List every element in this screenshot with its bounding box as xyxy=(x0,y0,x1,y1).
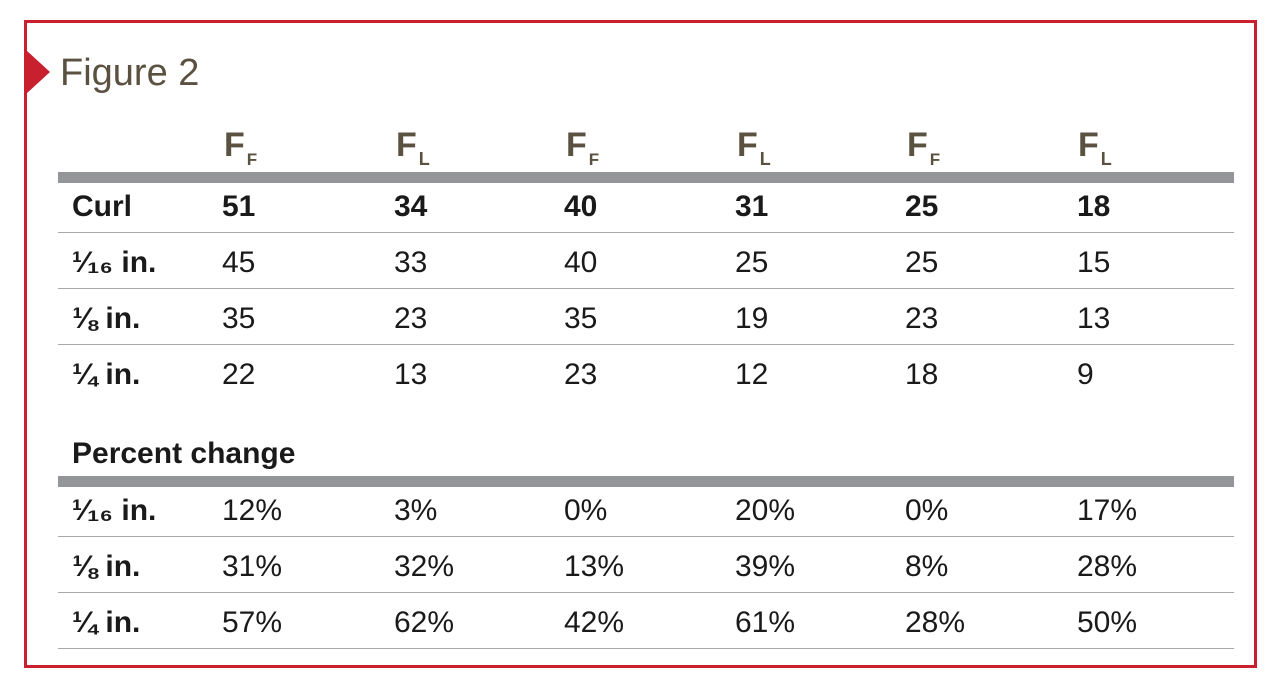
column-header-5: F $_F$ xyxy=(907,126,941,169)
column-header-6: F $_L$ xyxy=(1078,126,1112,169)
table-cell: 0% xyxy=(564,494,608,527)
row-label-sixteenth: ¹⁄₁₆ in. xyxy=(72,246,157,279)
row-divider xyxy=(58,592,1234,593)
table-cell: 9 xyxy=(1077,358,1094,391)
table-cell: 39% xyxy=(735,550,796,583)
table-cell: 15 xyxy=(1077,246,1111,279)
column-header-1: F $_F$ xyxy=(224,126,258,169)
table-cell: 57% xyxy=(222,606,283,639)
row-divider xyxy=(58,344,1234,345)
table-cell: 20% xyxy=(735,494,796,527)
table-cell: 40 xyxy=(564,190,598,223)
row-label-curl: Curl xyxy=(72,190,132,223)
header-rule xyxy=(58,172,1234,183)
table-cell: 22 xyxy=(222,358,256,391)
row-label-eighth-pct: ⅛ in. xyxy=(72,550,141,583)
table-cell: 3% xyxy=(394,494,438,527)
table-cell: 13 xyxy=(1077,302,1111,335)
row-label-sixteenth-pct: ¹⁄₁₆ in. xyxy=(72,494,157,527)
table-cell: 62% xyxy=(394,606,455,639)
table-cell: 17% xyxy=(1077,494,1138,527)
row-label-quarter-pct: ¼ in. xyxy=(72,606,141,639)
table-cell: 8% xyxy=(905,550,949,583)
table-cell: 28% xyxy=(1077,550,1138,583)
table-cell: 51 xyxy=(222,190,256,223)
figure-title: Figure 2 xyxy=(60,52,200,94)
table-cell: 32% xyxy=(394,550,455,583)
table-cell: 18 xyxy=(905,358,939,391)
table-cell: 35 xyxy=(564,302,598,335)
column-header-2: F $_L$ xyxy=(396,126,430,169)
row-divider xyxy=(58,288,1234,289)
table-cell: 28% xyxy=(905,606,966,639)
table-cell: 0% xyxy=(905,494,949,527)
table-cell: 61% xyxy=(735,606,796,639)
table-cell: 18 xyxy=(1077,190,1111,223)
figure-marker-triangle xyxy=(26,50,50,94)
row-label-eighth: ⅛ in. xyxy=(72,302,141,335)
table-cell: 42% xyxy=(564,606,625,639)
table-cell: 45 xyxy=(222,246,256,279)
table-cell: 12% xyxy=(222,494,283,527)
table-cell: 13% xyxy=(564,550,625,583)
table-cell: 25 xyxy=(735,246,769,279)
table-cell: 12 xyxy=(735,358,769,391)
column-header-4: F $_L$ xyxy=(737,126,771,169)
table-cell: 23 xyxy=(905,302,939,335)
table-cell: 25 xyxy=(905,190,939,223)
column-header-3: F $_F$ xyxy=(566,126,600,169)
table-cell: 33 xyxy=(394,246,428,279)
row-divider xyxy=(58,232,1234,233)
table-cell: 13 xyxy=(394,358,428,391)
table-cell: 35 xyxy=(222,302,256,335)
table-cell: 31 xyxy=(735,190,769,223)
row-divider xyxy=(58,536,1234,537)
table-cell: 50% xyxy=(1077,606,1138,639)
table-cell: 34 xyxy=(394,190,428,223)
row-label-quarter: ¼ in. xyxy=(72,358,141,391)
table-cell: 25 xyxy=(905,246,939,279)
row-divider xyxy=(58,648,1234,649)
section-heading-percent-change: Percent change xyxy=(72,437,296,470)
table-cell: 40 xyxy=(564,246,598,279)
table-cell: 31% xyxy=(222,550,283,583)
table-cell: 23 xyxy=(564,358,598,391)
section-rule xyxy=(58,476,1234,487)
table-cell: 23 xyxy=(394,302,428,335)
table-cell: 19 xyxy=(735,302,769,335)
